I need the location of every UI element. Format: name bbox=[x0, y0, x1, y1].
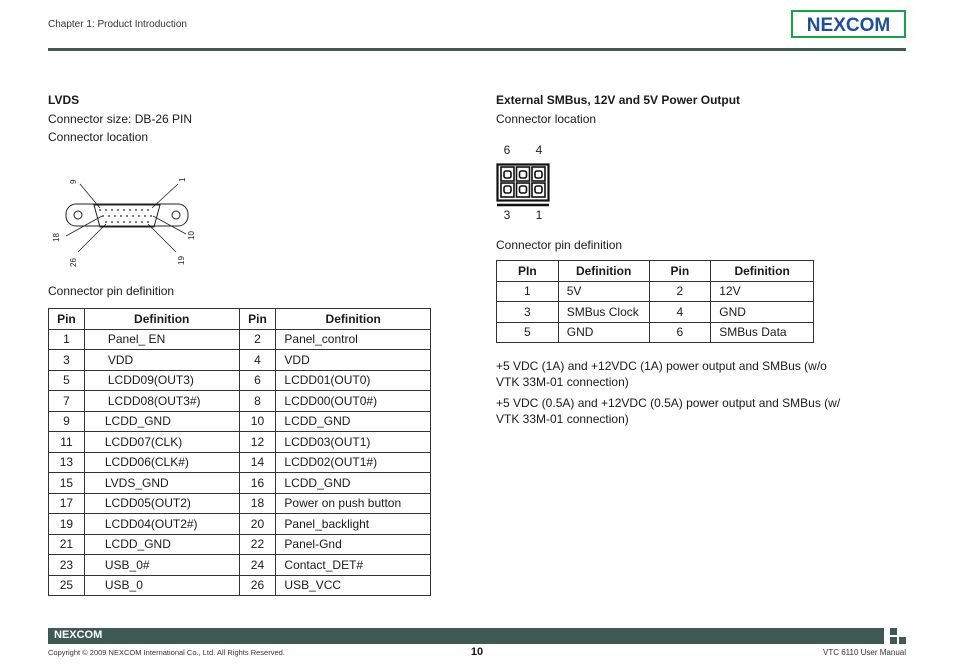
lvds-connector-location: Connector location bbox=[48, 130, 149, 144]
lvds-connector-size: Connector size: DB-26 PIN bbox=[48, 112, 193, 126]
table-cell: 15 bbox=[49, 473, 85, 494]
col-header: Definition bbox=[711, 261, 814, 282]
table-cell: 10 bbox=[239, 411, 276, 432]
connector-pin-label-3: 3 bbox=[503, 208, 511, 222]
page-number: 10 bbox=[470, 646, 484, 658]
table-cell: 4 bbox=[239, 350, 276, 371]
table-row bbox=[49, 391, 431, 412]
col-header: Pin bbox=[49, 309, 85, 330]
table-cell: Panel_ EN bbox=[84, 329, 239, 350]
smbus-title: External SMBus, 12V and 5V Power Output bbox=[496, 93, 741, 107]
smbus-pin-def-label: Connector pin definition bbox=[496, 238, 623, 252]
table-cell: 6 bbox=[239, 370, 276, 391]
db26-pin-label-1: 1 bbox=[178, 177, 187, 182]
table-cell: LCDD03(OUT1) bbox=[276, 432, 431, 453]
table-cell: LCDD_GND bbox=[276, 473, 431, 494]
col-header: Definition bbox=[84, 309, 239, 330]
db26-pin-label-9: 9 bbox=[69, 179, 78, 184]
table-cell: 1 bbox=[49, 329, 85, 350]
table-cell: 6 bbox=[649, 322, 711, 343]
db26-connector-diagram bbox=[48, 170, 208, 270]
table-cell: 4 bbox=[649, 302, 711, 323]
db26-leader-lines bbox=[66, 184, 186, 252]
table-row bbox=[497, 281, 814, 302]
lvds-pin-def-label: Connector pin definition bbox=[48, 284, 175, 298]
lvds-title: LVDS bbox=[48, 93, 80, 107]
table-cell: LCDD05(OUT2) bbox=[84, 493, 239, 514]
table-cell: Panel-Gnd bbox=[276, 534, 431, 555]
table-cell: GND bbox=[558, 322, 649, 343]
table-cell: Power on push button bbox=[276, 493, 431, 514]
table-cell: 22 bbox=[239, 534, 276, 555]
power-connector-body bbox=[497, 165, 549, 206]
table-cell: 12 bbox=[239, 432, 276, 453]
table-cell: LCDD01(OUT0) bbox=[276, 370, 431, 391]
connector-pin-label-6: 6 bbox=[503, 143, 511, 157]
footer-deco-square bbox=[890, 628, 897, 635]
table-cell: VDD bbox=[276, 350, 431, 371]
table-cell: LCDD06(CLK#) bbox=[84, 452, 239, 473]
table-row bbox=[497, 302, 814, 323]
table-row bbox=[49, 329, 431, 350]
smbus-connector-location: Connector location bbox=[496, 112, 597, 126]
table-row bbox=[49, 411, 431, 432]
table-cell: 8 bbox=[239, 391, 276, 412]
col-header: Pin bbox=[239, 309, 276, 330]
table-row bbox=[49, 452, 431, 473]
table-row bbox=[49, 514, 431, 535]
table-row bbox=[49, 534, 431, 555]
db26-pin-label-26: 26 bbox=[69, 258, 78, 267]
copyright-text: Copyright © 2009 NEXCOM International Co., Ltd. All Rights Reserved. bbox=[48, 648, 285, 657]
table-cell: 20 bbox=[239, 514, 276, 535]
table-cell: 18 bbox=[239, 493, 276, 514]
table-row bbox=[49, 350, 431, 371]
table-header-row bbox=[497, 261, 814, 282]
table-row bbox=[497, 322, 814, 343]
db26-pin-label-18: 18 bbox=[52, 233, 61, 242]
col-header: Definition bbox=[558, 261, 649, 282]
col-header: Definition bbox=[276, 309, 431, 330]
table-cell: 16 bbox=[239, 473, 276, 494]
table-cell: 3 bbox=[49, 350, 85, 371]
table-row bbox=[49, 370, 431, 391]
smbus-pin-table bbox=[496, 260, 814, 343]
connector-pin-label-1: 1 bbox=[535, 208, 543, 222]
table-cell: 11 bbox=[49, 432, 85, 453]
header-rule bbox=[48, 48, 906, 51]
table-cell: 24 bbox=[239, 555, 276, 576]
manual-title: VTC 6110 User Manual bbox=[823, 648, 906, 657]
table-cell: USB_VCC bbox=[276, 575, 431, 596]
table-cell: 2 bbox=[649, 281, 711, 302]
table-row bbox=[49, 555, 431, 576]
power-connector-diagram bbox=[496, 140, 556, 226]
table-cell: LCDD_GND bbox=[276, 411, 431, 432]
footer-logo: NEXCOM bbox=[54, 629, 103, 641]
table-cell: Contact_DET# bbox=[276, 555, 431, 576]
table-cell: LCDD07(CLK) bbox=[84, 432, 239, 453]
table-row bbox=[49, 473, 431, 494]
footer-deco-square bbox=[899, 637, 906, 644]
logo-text: NEXCOM bbox=[806, 15, 891, 36]
table-cell: 12V bbox=[711, 281, 814, 302]
connector-pin-label-4: 4 bbox=[535, 143, 543, 157]
chapter-title: Chapter 1: Product Introduction bbox=[48, 19, 187, 30]
lvds-pin-table bbox=[48, 308, 431, 596]
col-header: PIn bbox=[497, 261, 559, 282]
smbus-note-with-vtk: +5 VDC (0.5A) and +12VDC (0.5A) power output and SMBus (w/ VTK 33M-01 connection) bbox=[496, 396, 841, 426]
table-cell: 5 bbox=[497, 322, 559, 343]
table-cell: 5 bbox=[49, 370, 85, 391]
db26-pins bbox=[99, 209, 152, 223]
table-cell: GND bbox=[711, 302, 814, 323]
db26-pin-label-19: 19 bbox=[177, 256, 186, 265]
table-cell: VDD bbox=[84, 350, 239, 371]
table-cell: Panel_backlight bbox=[276, 514, 431, 535]
db26-pin-label-10: 10 bbox=[187, 231, 196, 240]
table-cell: 7 bbox=[49, 391, 85, 412]
table-cell: LCDD_GND bbox=[84, 534, 239, 555]
table-cell: 9 bbox=[49, 411, 85, 432]
table-cell: LCDD_GND bbox=[84, 411, 239, 432]
table-cell: 3 bbox=[497, 302, 559, 323]
table-cell: 26 bbox=[239, 575, 276, 596]
smbus-note-without-vtk: +5 VDC (1A) and +12VDC (1A) power output and SMBus (w/o VTK 33M-01 connection) bbox=[496, 359, 827, 389]
table-cell: USB_0# bbox=[84, 555, 239, 576]
table-cell: 14 bbox=[239, 452, 276, 473]
table-row bbox=[49, 493, 431, 514]
table-cell: 25 bbox=[49, 575, 85, 596]
table-cell: Panel_control bbox=[276, 329, 431, 350]
table-cell: LCDD08(OUT3#) bbox=[84, 391, 239, 412]
table-cell: 19 bbox=[49, 514, 85, 535]
table-cell: USB_0 bbox=[84, 575, 239, 596]
table-cell: 5V bbox=[558, 281, 649, 302]
table-cell: LCDD09(OUT3) bbox=[84, 370, 239, 391]
table-cell: SMBus Data bbox=[711, 322, 814, 343]
table-cell: LVDS_GND bbox=[84, 473, 239, 494]
table-cell: 2 bbox=[239, 329, 276, 350]
footer-bar bbox=[48, 628, 884, 644]
table-row bbox=[49, 575, 431, 596]
footer-deco-square bbox=[890, 637, 897, 644]
table-cell: 1 bbox=[497, 281, 559, 302]
table-cell: 13 bbox=[49, 452, 85, 473]
table-row bbox=[49, 432, 431, 453]
col-header: Pin bbox=[649, 261, 711, 282]
table-cell: 17 bbox=[49, 493, 85, 514]
table-cell: 21 bbox=[49, 534, 85, 555]
table-header-row bbox=[49, 309, 431, 330]
table-cell: LCDD02(OUT1#) bbox=[276, 452, 431, 473]
table-cell: LCDD00(OUT0#) bbox=[276, 391, 431, 412]
table-cell: 23 bbox=[49, 555, 85, 576]
nexcom-logo bbox=[791, 10, 906, 38]
table-cell: LCDD04(OUT2#) bbox=[84, 514, 239, 535]
table-cell: SMBus Clock bbox=[558, 302, 649, 323]
